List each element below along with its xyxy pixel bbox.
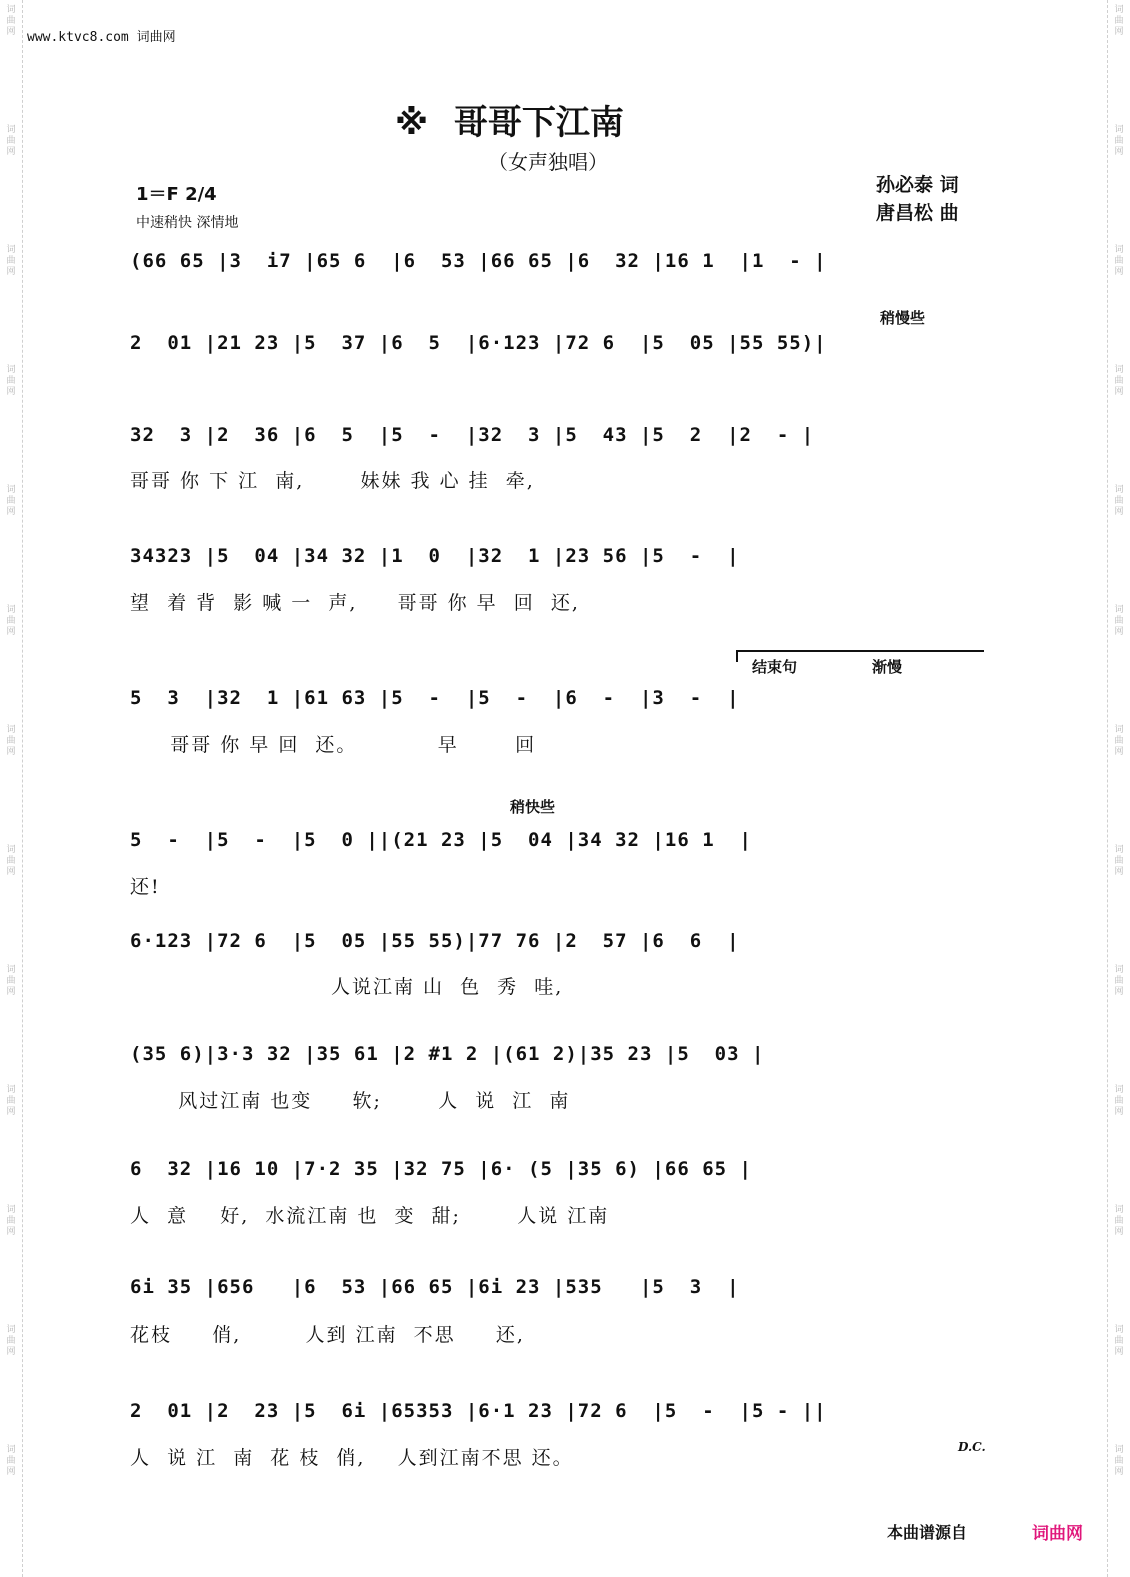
score-notes: 5 3 |32 1 |61 63 |5 - |5 - |6 - |3 - | <box>130 687 740 709</box>
score-notes: 34323 |5 04 |34 32 |1 0 |32 1 |23 56 |5 - | <box>130 545 740 567</box>
lyrics-line: 人 说 江 南 花 枝 俏, 人到江南不思 还。 <box>130 1447 574 1469</box>
composer-credit: 唐昌松 曲 <box>876 202 959 224</box>
lyrics-line: 哥哥 你 早 回 还。 早 回 <box>130 734 537 756</box>
score-notes: 6 32 |16 10 |7·2 35 |32 75 |6· (5 |35 6) |66 65 | <box>130 1158 752 1180</box>
watermark-text: 词曲网 <box>6 1325 16 1357</box>
watermark-text: 词曲网 <box>6 365 16 397</box>
watermark-text: 词曲网 <box>1114 605 1124 637</box>
watermark-text: 词曲网 <box>6 1085 16 1117</box>
watermark-text: 词曲网 <box>1114 725 1124 757</box>
watermark-text: 词曲网 <box>1114 1325 1124 1357</box>
watermark-text: 词曲网 <box>6 965 16 997</box>
tempo-marking: 中速稍快 深情地 <box>136 215 239 231</box>
watermark-text: 词曲网 <box>6 245 16 277</box>
source-label: 本曲谱源自 <box>887 1523 968 1542</box>
watermark-text: 词曲网 <box>1114 845 1124 877</box>
title-text: 哥哥下江南 <box>453 103 624 143</box>
left-watermark-strip <box>0 0 23 1577</box>
lyrics-line: 风过江南 也变 软; 人 说 江 南 <box>130 1090 571 1112</box>
score-notes: 5 - |5 - |5 0 ||(21 23 |5 04 |34 32 |16 1 | <box>130 829 752 851</box>
subtitle: （女声独唱） <box>488 150 608 174</box>
watermark-text: 词曲网 <box>6 125 16 157</box>
ending-mark: 结束句 <box>752 658 798 676</box>
score-notes: (35 6)|3·3 32 |35 61 |2 #1 2 |(61 2)|35 23 |5 03 | <box>130 1043 765 1065</box>
lyrics-line: 望 着 背 影 喊 一 声, 哥哥 你 早 回 还, <box>130 592 580 614</box>
lyrics-line: 人说江南 山 色 秀 哇, <box>130 976 564 998</box>
watermark-text: 词曲网 <box>1114 485 1124 517</box>
score-notes: 2 01 |2 23 |5 6i |65353 |6·1 23 |72 6 |5 - |5 - || <box>130 1400 827 1422</box>
watermark-text: 词曲网 <box>6 845 16 877</box>
score-notes: 6i 35 |656 |6 53 |66 65 |6i 23 |535 |5 3 | <box>130 1276 740 1298</box>
lyrics-line: 人 意 好, 水流江南 也 变 甜; 人说 江南 <box>130 1205 610 1227</box>
site-url[interactable]: www.ktvc8.com 词曲网 <box>27 30 176 45</box>
lyricist-credit: 孙必泰 词 <box>876 174 959 196</box>
watermark-text: 词曲网 <box>1114 245 1124 277</box>
watermark-text: 词曲网 <box>1114 5 1124 37</box>
watermark-text: 词曲网 <box>1114 965 1124 997</box>
song-title <box>395 95 624 144</box>
watermark-text: 词曲网 <box>6 725 16 757</box>
score-notes: 2 01 |21 23 |5 37 |6 5 |6·123 |72 6 |5 05 |55 55)| <box>130 332 827 354</box>
score-notes: (66 65 |3 i7 |65 6 |6 53 |66 65 |6 32 |16 1 |1 - | <box>130 250 827 272</box>
watermark-text: 词曲网 <box>1114 1085 1124 1117</box>
watermark-text: 词曲网 <box>1114 365 1124 397</box>
watermark-text: 词曲网 <box>6 605 16 637</box>
lyrics-line: 花枝 俏, 人到 江南 不思 还, <box>130 1324 525 1346</box>
gradually-slower-mark: 渐慢 <box>872 658 903 676</box>
da-capo-mark: D.C. <box>958 1440 986 1454</box>
lyrics-line: 哥哥 你 下 江 南, 妹妹 我 心 挂 牵, <box>130 470 535 492</box>
watermark-text: 词曲网 <box>6 1445 16 1477</box>
watermark-text: 词曲网 <box>1114 125 1124 157</box>
watermark-text: 词曲网 <box>1114 1445 1124 1477</box>
brand-link[interactable]: 词曲网 <box>1032 1524 1083 1544</box>
score-notes: 32 3 |2 36 |6 5 |5 - |32 3 |5 43 |5 2 |2 - | <box>130 424 815 446</box>
watermark-text: 词曲网 <box>6 5 16 37</box>
faster-mark: 稍快些 <box>510 798 556 816</box>
lyrics-line: 还! <box>130 876 161 898</box>
score-notes: 6·123 |72 6 |5 05 |55 55)|77 76 |2 57 |6 6 | <box>130 930 740 952</box>
right-watermark-strip <box>1107 0 1130 1577</box>
segno-symbol: ※ <box>395 103 429 143</box>
watermark-text: 词曲网 <box>1114 1205 1124 1237</box>
key-signature: 1＝F 2/4 <box>136 184 217 205</box>
slower-mark: 稍慢些 <box>880 309 926 327</box>
watermark-text: 词曲网 <box>6 1205 16 1237</box>
watermark-text: 词曲网 <box>6 485 16 517</box>
